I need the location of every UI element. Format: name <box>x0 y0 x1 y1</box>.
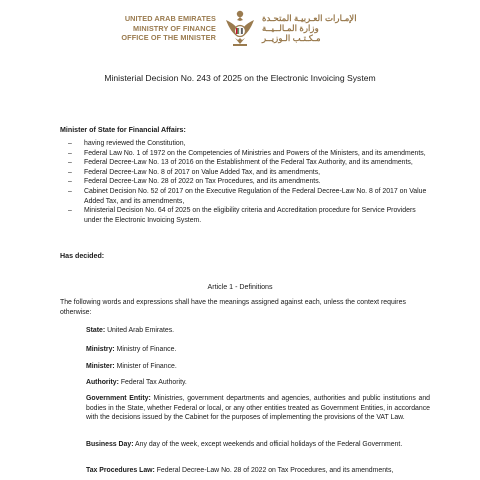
recital-text: Federal Decree-Law No. 28 of 2022 on Tax Procedures, and its amendments. <box>84 178 321 186</box>
definition-term: Business Day: <box>86 441 134 448</box>
definition-text: Ministries, government departments and agencies, authorities and public institutions and bodies in the State, whether Federal or local, or any other entities treated as Government Entities, in accordance with the decisions issued by the Cabinet for the purposes of implementing the provisions of the VAT Law. <box>86 395 431 422</box>
definition-term: Authority: <box>86 379 119 386</box>
list-item <box>60 177 430 187</box>
letterhead-english <box>118 14 216 43</box>
letterhead-ar-line: الإمـارات العـربيـة المتحـدة <box>262 13 357 23</box>
definition-term: State: <box>86 327 106 334</box>
definition-text: Minister of Finance. <box>114 363 177 370</box>
definition-item <box>86 345 430 355</box>
minister-heading: Minister of State for Financial Affairs: <box>60 126 186 134</box>
recital-text: Cabinet Decision No. 52 of 2017 on the Executive Regulation of the Federal Decree-Law No. 8 of 2017 on Value Added Tax, and its amendments, <box>84 187 427 205</box>
letterhead-ar-line: وزارة المـالــيــة <box>262 23 319 34</box>
definition-item <box>86 362 430 372</box>
list-item <box>60 158 430 168</box>
recital-text: Federal Law No. 1 of 1972 on the Competencies of Ministries and Powers of the Ministers, and its amendments, <box>84 149 426 157</box>
definition-term: Tax Procedures Law: <box>86 467 155 474</box>
recital-text: Federal Decree-Law No. 13 of 2016 on the Establishment of the Federal Tax Authority, and its amendments, <box>84 159 413 167</box>
letterhead-en-line: MINISTRY OF FINANCE <box>133 23 216 33</box>
definition-item <box>86 440 430 450</box>
dash-bullet: – <box>68 168 72 176</box>
dash-bullet: – <box>68 140 72 147</box>
article-title: Article 1 - Definitions <box>207 283 273 291</box>
definition-text: Ministry of Finance. <box>114 346 177 353</box>
definition-item <box>86 326 430 336</box>
dash-bullet: – <box>68 159 72 167</box>
list-item <box>60 206 430 225</box>
recital-text: having reviewed the Constitution, <box>84 140 186 147</box>
definition-item <box>86 394 430 423</box>
recitals-list <box>60 139 430 225</box>
definition-term: Government Entity: <box>86 395 151 402</box>
definition-text: Federal Decree-Law No. 28 of 2022 on Tax Procedures, and its amendments, <box>154 467 394 474</box>
dash-bullet: – <box>68 187 72 195</box>
falcon-emblem-icon <box>224 8 256 48</box>
list-item <box>60 187 430 206</box>
definition-item <box>86 466 430 476</box>
decided-heading: Has decided: <box>60 252 105 260</box>
document-title: Ministerial Decision No. 243 of 2025 on the Electronic Invoicing System <box>104 73 376 83</box>
list-item <box>60 168 430 178</box>
definition-item <box>86 378 430 388</box>
letterhead-arabic <box>262 13 362 44</box>
dash-bullet: – <box>68 149 72 157</box>
list-item <box>60 139 430 149</box>
dash-bullet: – <box>68 178 72 186</box>
letterhead-en-line: UNITED ARAB EMIRATES <box>124 14 216 23</box>
definition-text: United Arab Emirates. <box>105 327 175 334</box>
definition-text: Federal Tax Authority. <box>118 379 187 386</box>
letterhead-ar-line: مـكـتـب الـوزيــر <box>262 33 321 44</box>
definitions-intro: The following words and expressions shall have the meanings assigned against each, unless the context requires otherwise: <box>60 299 406 316</box>
letterhead-en-line: OFFICE OF THE MINISTER <box>121 33 216 43</box>
list-item <box>60 149 430 159</box>
recital-text: Ministerial Decision No. 64 of 2025 on the eligibility criteria and Accreditation procedure for Service Providers under the Electronic Invoicing System. <box>84 207 416 224</box>
recital-text: Federal Decree-Law No. 8 of 2017 on Value Added Tax, and its amendments, <box>84 168 321 176</box>
dash-bullet: – <box>68 207 72 215</box>
definition-term: Minister: <box>86 363 115 370</box>
definition-term: Ministry: <box>86 346 115 353</box>
definition-text: Any day of the week, except weekends and official holidays of the Federal Government. <box>133 441 403 448</box>
